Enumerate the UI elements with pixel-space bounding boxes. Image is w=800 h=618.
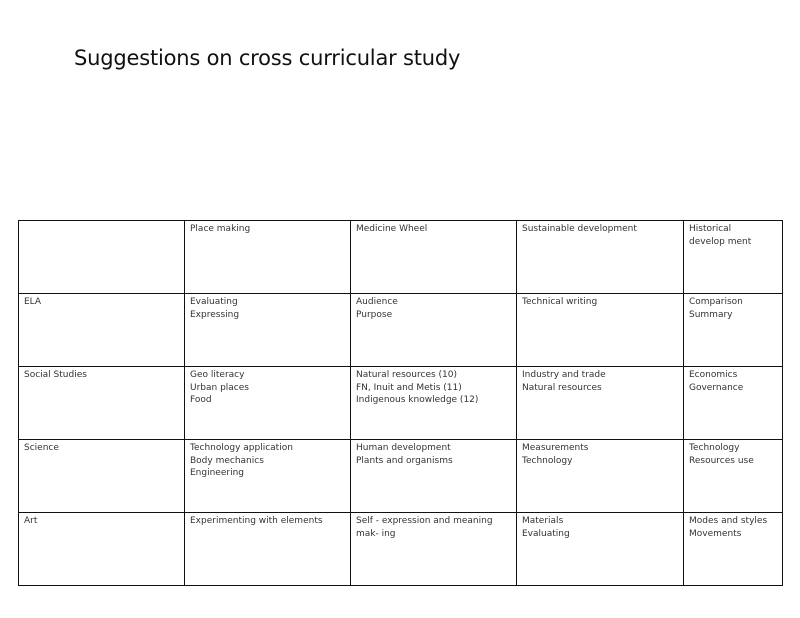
table-cell: Geo literacy Urban places Food	[185, 367, 351, 440]
cross-curricular-table	[18, 220, 783, 586]
table-cell: Technology application Body mechanics Engineering	[185, 440, 351, 513]
slide-title: Suggestions on cross curricular study	[74, 46, 461, 70]
table-corner-cell	[19, 221, 185, 294]
table-cell: Materials Evaluating	[517, 513, 684, 586]
row-header-social-studies: Social Studies	[19, 367, 185, 440]
table-cell: Human development Plants and organisms	[351, 440, 517, 513]
table-cell: Self - expression and meaning mak- ing	[351, 513, 517, 586]
table-cell: Measurements Technology	[517, 440, 684, 513]
table-row	[19, 294, 783, 367]
column-header-historical-development: Historical develop ment	[684, 221, 783, 294]
table-cell: Natural resources (10) FN, Inuit and Metis (11) Indigenous knowledge (12)	[351, 367, 517, 440]
table-row	[19, 367, 783, 440]
table-cell: Economics Governance	[684, 367, 783, 440]
column-header-sustainable-development: Sustainable development	[517, 221, 684, 294]
table-row	[19, 513, 783, 586]
table-cell: Modes and styles Movements	[684, 513, 783, 586]
row-header-ela: ELA	[19, 294, 185, 367]
row-header-science: Science	[19, 440, 185, 513]
column-header-medicine-wheel: Medicine Wheel	[351, 221, 517, 294]
table-cell: Industry and trade Natural resources	[517, 367, 684, 440]
table-cell: Evaluating Expressing	[185, 294, 351, 367]
table-cell: Comparison Summary	[684, 294, 783, 367]
row-header-art: Art	[19, 513, 185, 586]
table-cell: Technical writing	[517, 294, 684, 367]
column-header-place-making: Place making	[185, 221, 351, 294]
table-cell: Experimenting with elements	[185, 513, 351, 586]
table-cell: Technology Resources use	[684, 440, 783, 513]
table-cell: Audience Purpose	[351, 294, 517, 367]
table-header-row	[19, 221, 783, 294]
table-row	[19, 440, 783, 513]
